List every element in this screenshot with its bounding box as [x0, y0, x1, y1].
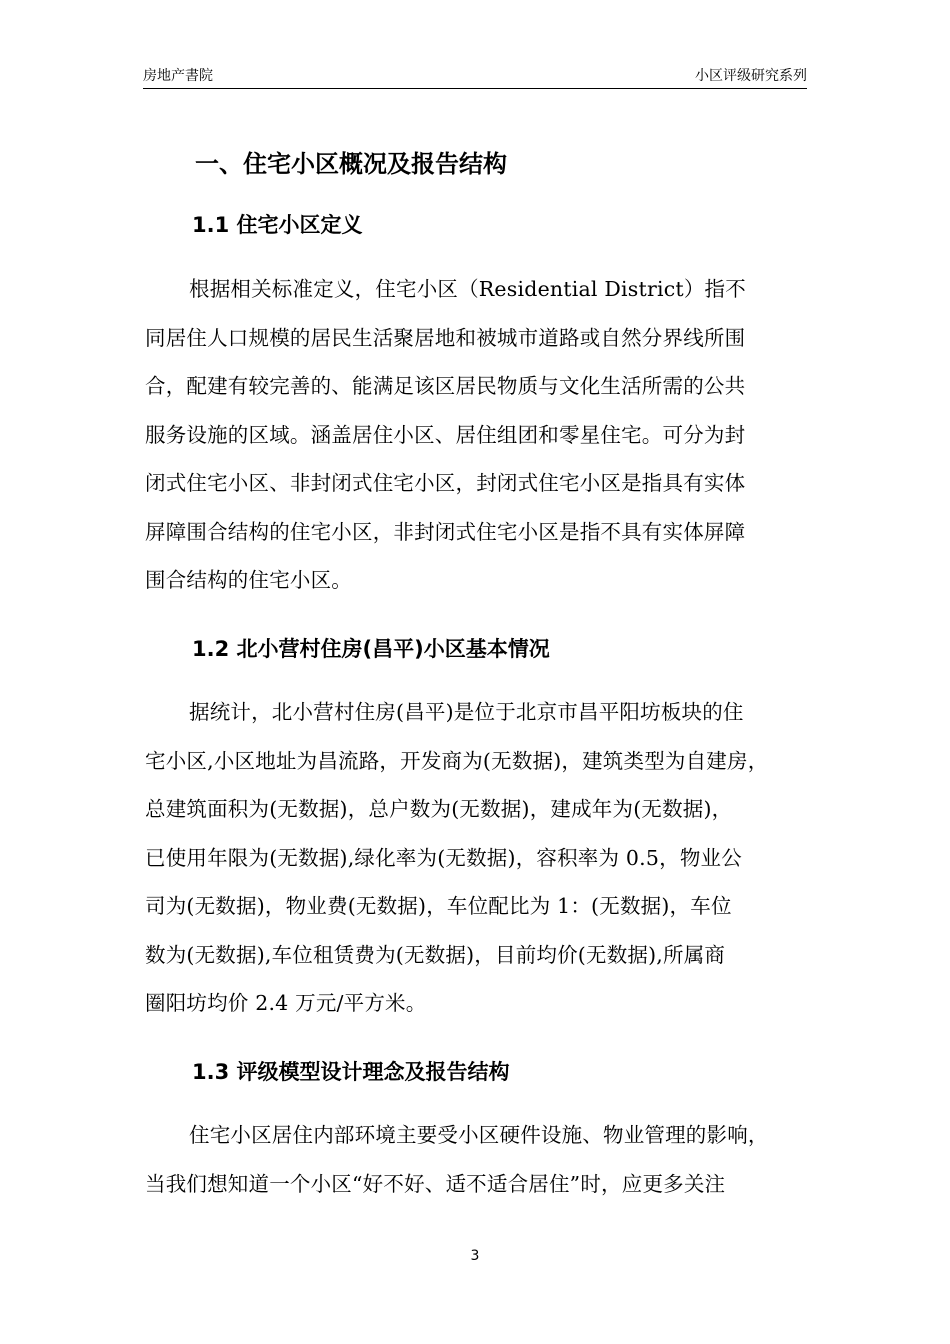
subsection-title-1-2: 1.2 北小营村住房(昌平)小区基本情况 [192, 637, 550, 661]
section-title: 一、住宅小区概况及报告结构 [195, 150, 507, 178]
paragraph-line: 司为(无数据)，物业费(无数据)，车位配比为 1：(无数据)，车位 [145, 894, 732, 918]
paragraph-line: 服务设施的区域。涵盖居住小区、居住组团和零星住宅。可分为封 [145, 422, 746, 447]
header-series-title: 小区评级研究系列 [695, 68, 807, 84]
paragraph-line: 合，配建有较完善的、能满足该区居民物质与文化生活所需的公共 [145, 374, 746, 398]
paragraph-line: 闭式住宅小区、非封闭式住宅小区，封闭式住宅小区是指具有实体 [145, 471, 746, 495]
paragraph-definition [145, 274, 810, 614]
paragraph-line: 围合结构的住宅小区。 [145, 568, 352, 592]
paragraph-line: 宅小区,小区地址为昌流路，开发商为(无数据)，建筑类型为自建房， [145, 748, 769, 773]
subsection-title-1-3: 1.3 评级模型设计理念及报告结构 [192, 1060, 510, 1084]
paragraph-line: 总建筑面积为(无数据)，总户数为(无数据)，建成年为(无数据)， [145, 797, 733, 821]
subsection-title-1-1: 1.1 住宅小区定义 [192, 213, 363, 237]
paragraph-model-design [145, 1120, 810, 1217]
paragraph-line: 当我们想知道一个小区“好不好、适不适合居住”时，应更多关注 [145, 1171, 726, 1196]
paragraph-line: 数为(无数据),车位租赁费为(无数据)，目前均价(无数据),所属商 [145, 942, 726, 967]
page-number: 3 [470, 1248, 480, 1264]
header-publisher: 房地产書院 [143, 68, 213, 84]
paragraph-line: 屏障围合结构的住宅小区，非封闭式住宅小区是指不具有实体屏障 [145, 519, 746, 544]
paragraph-line: 据统计，北小营村住房(昌平)是位于北京市昌平阳坊板块的住 [189, 700, 744, 724]
paragraph-line: 圈阳坊均价 2.4 万元/平方米。 [145, 991, 427, 1015]
paragraph-line: 根据相关标准定义，住宅小区（Residential District）指不 [189, 277, 746, 301]
paragraph-basic-info [145, 697, 810, 1037]
paragraph-line: 同居住人口规模的居民生活聚居地和被城市道路或自然分界线所围 [145, 325, 746, 350]
page-header [143, 66, 807, 89]
paragraph-line: 住宅小区居住内部环境主要受小区硬件设施、物业管理的影响， [189, 1123, 769, 1147]
paragraph-line: 已使用年限为(无数据),绿化率为(无数据)，容积率为 0.5，物业公 [145, 845, 742, 870]
